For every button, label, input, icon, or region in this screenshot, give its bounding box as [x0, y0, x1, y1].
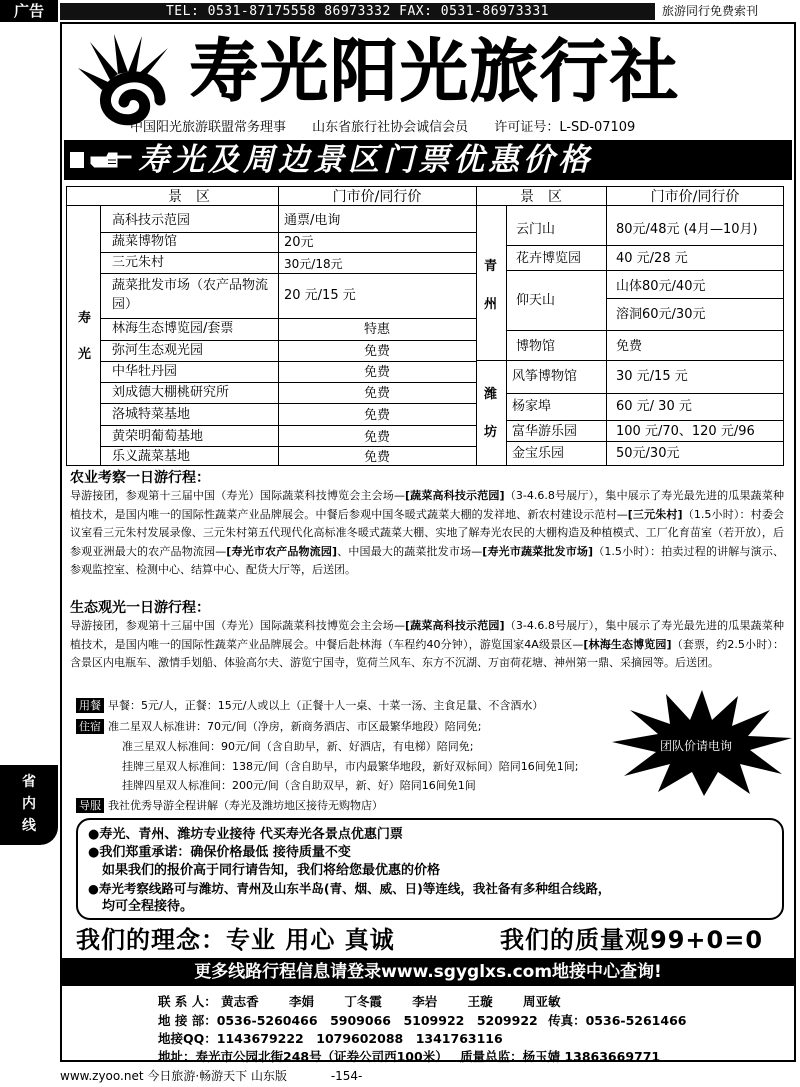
table-divider [100, 273, 476, 274]
table-row-name: 金宝乐园 [512, 446, 565, 461]
header-price-left: 门市价/同行价 [332, 189, 422, 205]
table-row-price: 40 元/28 元 [616, 251, 688, 266]
table-divider [100, 205, 101, 466]
table-divider [100, 425, 476, 426]
starburst-text: 团队价请电询 [660, 739, 733, 753]
table-divider [506, 420, 784, 421]
table-row-price: 50元/30元 [616, 446, 680, 461]
bullet-item: 如果我们的报价高于同行请告知，我们将给您最优惠的价格 [102, 863, 441, 878]
table-row-name: 蔬菜博物馆 [112, 234, 178, 249]
meal-label: 用餐 [76, 698, 104, 713]
table-row-price: 溶洞60元/30元 [616, 307, 706, 322]
stay-line-2: 准三星双人标准间：90元/间（含自助早，新、好酒店，有电梯）陪同免; [122, 740, 474, 753]
region-shouguang-2: 光 [78, 347, 92, 362]
banner-title: 寿光及周边景区门票优惠价格 [138, 142, 593, 178]
table-row-price: 免费 [616, 339, 643, 354]
more-info-bar: 更多线路行程信息请登录www.sgyglxs.com地接中心查询! [62, 958, 794, 986]
contact-qq: 地接QQ：1143679222 1079602088 1341763116 [158, 1031, 503, 1046]
table-row-price: 80元/48元 (4月—10月) [616, 222, 758, 237]
table-row-name: 黄荣明葡萄基地 [112, 429, 204, 444]
bullet-item: 均可全程接待。 [102, 899, 194, 914]
table-row-name: 林海生态博览园/套票 [112, 321, 234, 336]
ad-tag: 广告 [0, 0, 58, 22]
table-row-price: 免费 [363, 365, 390, 380]
contact-people: 联 系 人： 黄志香 李娟 丁冬霞 李岩 王璇 周亚敏 [158, 994, 561, 1009]
table-row-name: 云门山 [516, 222, 556, 237]
table-row-name: 富华游乐园 [512, 424, 578, 439]
stay-line-3: 挂牌三星双人标准间：138元/间（含自助早，市内最繁华地段，新好双标间）陪同16间免1间; [122, 760, 579, 773]
guide-label: 导服 [76, 798, 104, 813]
table-divider [476, 360, 784, 361]
table-row-name: 蔬菜批发市场（农产品物流园） [112, 278, 269, 312]
table-divider [506, 441, 784, 442]
region-weifang-1: 潍 [484, 387, 498, 402]
footer-site: www.zyoo.net 今日旅游·畅游天下 山东版 [60, 1069, 287, 1083]
footer [60, 1066, 800, 1086]
affiliation-1: 中国阳光旅游联盟常务理事 [130, 120, 287, 135]
contact-address: 地址：寿光市公园北街248号（证券公司西100米） 质量总监：杨玉婧 13863669771 [158, 1049, 661, 1064]
table-divider [100, 318, 476, 319]
table-row-name: 弥河生态观光园 [112, 343, 204, 358]
bullet-item: ●寿光、青州、潍坊专业接待 代买寿光各景点优惠门票 [88, 827, 403, 842]
side-tab-char: 内 [22, 796, 36, 812]
slogan-philosophy: 我们的理念：专业 用心 真诚 [76, 926, 395, 954]
stay-line-1: 住宿 准二星双人标准讲：70元/间（净房，新商务酒店、市区最繁华地段）陪同免; [76, 718, 481, 736]
table-divider [506, 270, 784, 271]
index-tag: 旅游同行免费索刊 [662, 4, 759, 18]
table-row-price: 100 元/70、120 元/96 [616, 424, 755, 439]
sun-swirl-logo-icon [68, 30, 186, 128]
stay-line-4: 挂牌四星双人标准间：200元/间（含自助双早，新、好）陪同16间免1间 [122, 779, 476, 792]
side-tab-provincial-routes [0, 765, 58, 845]
region-weifang-2: 坊 [484, 425, 498, 440]
affiliation-line [130, 119, 780, 137]
table-row-price: 免费 [363, 386, 390, 401]
contact-office: 地 接 部：0536-5260466 5909066 5109922 5209922 传真：0536-5261466 [158, 1013, 687, 1028]
table-row-price: 免费 [363, 344, 390, 359]
side-tab-char: 省 [22, 774, 36, 790]
table-row-name: 花卉博览园 [516, 251, 582, 266]
table-divider [506, 330, 784, 331]
table-row-price: 30元/18元 [284, 257, 343, 271]
bullet-item: ●我们郑重承诺：确保价格最低 接待质量不变 [88, 845, 351, 860]
table-row-name: 刘成德大棚桃研究所 [112, 385, 230, 400]
table-row-name: 中华牡丹园 [112, 364, 178, 379]
itinerary-agri-text: 导游接团，参观第十三届中国（寿光）国际蔬菜科技博览会主会场—[蔬菜高科技示范园]（3-4.6.8号展厅），集中展示了寿光最先进的瓜果蔬菜种植技术，是国内唯一的国际性蔬菜产业品牌展会。中餐后参观中国冬暖式蔬菜大棚的发祥地、新农村建设示范村—[三元朱村]（1.5小时）：村委会议室看三元朱村发展录像、三元朱村第五代现代化高标准冬暖式蔬菜大棚、实地了解寿光农民的大棚构造及种植模式、工厂化育苗室（若开放），后参观亚洲最大的农产品物流园—[寿光市农产品物流园]、中国最大的蔬菜批发市场—[寿光市蔬菜批发市场]（1.5小时）：拍卖过程的讲解与演示、参观监控室、检测中心、结算中心、配货大厅等，后送团。 [70, 489, 784, 576]
table-divider [606, 186, 607, 466]
table-divider [100, 361, 476, 362]
stay-label: 住宿 [76, 719, 104, 734]
table-divider [476, 186, 477, 466]
region-shouguang-1: 寿 [78, 311, 92, 326]
itinerary-eco-text: 导游接团，参观第十三届中国（寿光）国际蔬菜科技博览会主会场—[蔬菜高科技示范园]（3-4.6.8号展厅），集中展示了寿光最先进的瓜果蔬菜种植技术，是国内唯一的国际性蔬菜产业品牌展会。中餐后赴林海（车程约40分钟），游览国家4A级景区—[林海生态博览园]（套票，约2.5小时）：含景区内电瓶车、激情手划船、体验高尔夫、游览宁国寺，览荷兰风车、东方不沉湖、万亩荷花塘、神州第一鼎、采摘园等。后送团。 [70, 619, 784, 669]
table-row-name: 博物馆 [516, 339, 556, 354]
itinerary-eco-title: 生态观光一日游行程： [70, 600, 210, 616]
table-row-name: 仰天山 [516, 293, 556, 308]
header-scenic-right: 景 区 [520, 189, 562, 205]
table-row-price: 免费 [363, 430, 390, 445]
header-scenic-left: 景 区 [168, 189, 210, 205]
affiliation-2: 山东省旅行社协会诚信会员 [312, 120, 469, 135]
page-number: -154- [330, 1069, 363, 1083]
table-row-name: 乐义蔬菜基地 [112, 449, 191, 464]
region-qingzhou-1: 青 [484, 259, 498, 274]
bullet-item: ●寿光考察线路可与潍坊、青州及山东半岛(青、烟、威、日)等连线，我社备有多种组合线路， [88, 881, 611, 896]
pointing-hand-icon [88, 148, 134, 172]
table-divider [606, 298, 784, 299]
table-row-price: 特惠 [363, 322, 390, 337]
table-row-price: 免费 [363, 408, 390, 423]
table-row-price: 通票/电询 [284, 213, 341, 228]
meal-line: 用餐 早餐：5元/人，正餐：15元/人或以上（正餐十人一桌、十菜一汤、主食足量、不含酒水） [76, 697, 543, 715]
itinerary-agri-title: 农业考察一日游行程： [70, 470, 210, 486]
table-row-price: 20 元/15 元 [284, 288, 356, 303]
table-row-name: 风筝博物馆 [512, 369, 578, 384]
table-divider [100, 252, 476, 253]
table-row-name: 高科技示范园 [112, 213, 191, 228]
table-divider [506, 245, 784, 246]
table-row-name: 杨家埠 [512, 399, 552, 414]
license-number: 许可证号：L-SD-07109 [494, 120, 636, 135]
guide-line: 导服 我社优秀导游全程讲解（寿光及潍坊地区接待无购物店） [76, 797, 383, 815]
table-divider [506, 393, 784, 394]
table-row-price: 20元 [284, 235, 314, 250]
slogan-quality: 我们的质量观99+0=0 [500, 926, 764, 954]
table-row-name: 三元朱村 [112, 255, 165, 270]
table-row-price: 山体80元/40元 [616, 279, 706, 294]
region-qingzhou-2: 州 [484, 297, 498, 312]
company-name: 寿光阳光旅行社 [190, 32, 681, 112]
table-row-price: 30 元/15 元 [616, 369, 688, 384]
table-row-price: 60 元/ 30 元 [616, 399, 692, 414]
table-divider [100, 446, 476, 447]
table-divider [100, 382, 476, 383]
side-tab-char: 线 [22, 818, 36, 834]
tel-fax-bar: TEL: 0531-87175558 86973332 FAX: 0531-86973331 [60, 3, 655, 20]
header-price-right: 门市价/同行价 [650, 189, 740, 205]
table-divider [100, 340, 476, 341]
banner-square-icon [70, 152, 84, 168]
table-row-name: 洛城特菜基地 [112, 407, 191, 422]
table-divider [100, 403, 476, 404]
table-row-price: 免费 [363, 450, 390, 465]
